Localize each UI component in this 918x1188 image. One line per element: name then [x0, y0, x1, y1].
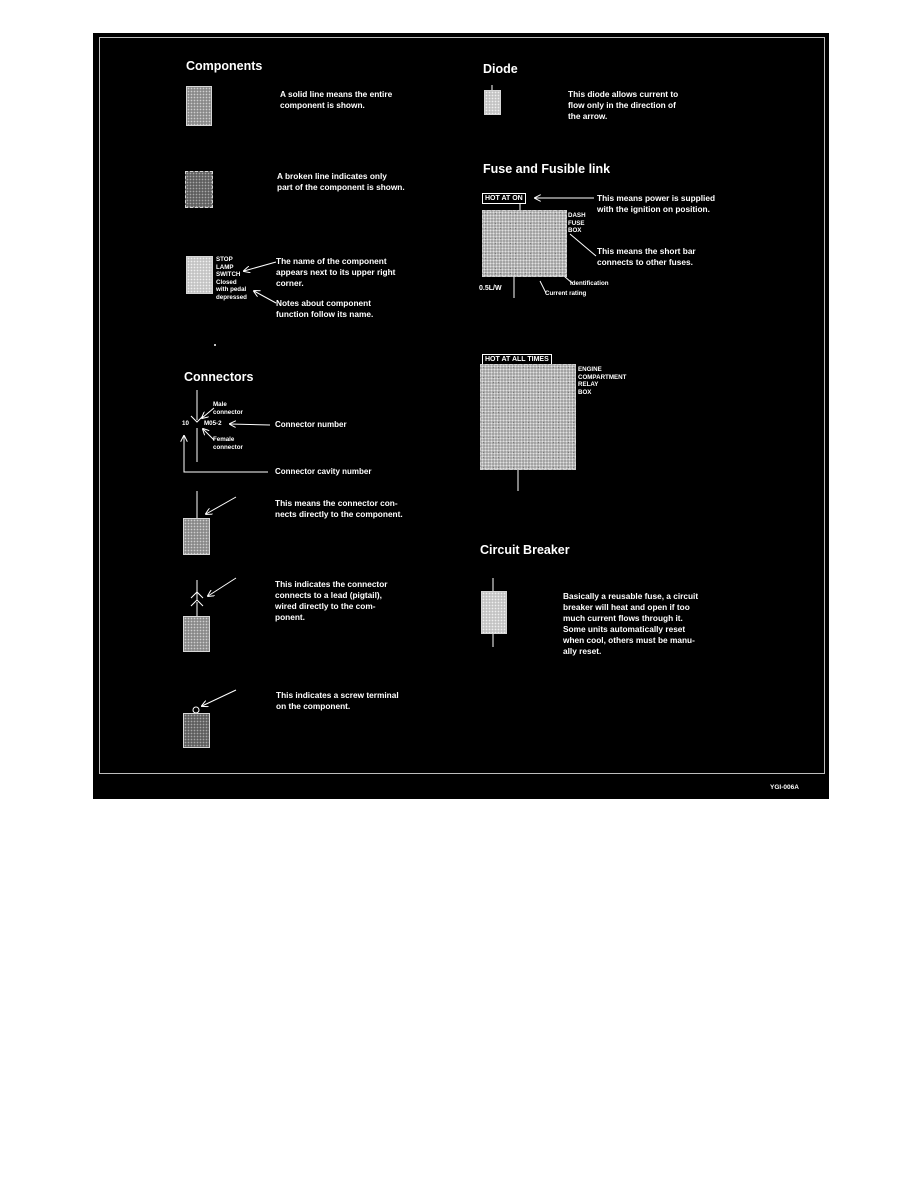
direct-connector-component: [183, 518, 210, 555]
notes-desc-line: function follow its name.: [276, 309, 374, 319]
male-label-line: Male: [213, 401, 227, 408]
breaker-desc-line: much current flows through it.: [563, 613, 683, 623]
pigtail-desc-line: This indicates the connector: [275, 579, 388, 589]
components-title: Components: [186, 59, 263, 73]
pigtail-component: [183, 616, 210, 652]
engine-relay-box: [480, 364, 576, 470]
direct-connector-desc: [275, 498, 403, 520]
component-name-line: Closed: [216, 278, 237, 286]
identification-label: Identification: [570, 280, 609, 287]
direct-desc-line: nects directly to the component.: [275, 509, 403, 519]
circuit-breaker-desc: [563, 591, 698, 657]
solid-desc-line: component is shown.: [280, 100, 365, 110]
component-name-line: SWITCH: [216, 271, 241, 279]
component-name-line: STOP: [216, 256, 233, 263]
pigtail-desc-line: wired directly to the com-: [275, 601, 376, 611]
diode-desc-line: flow only in the direction of: [568, 100, 676, 110]
power-desc-line: with the ignition on position.: [597, 204, 710, 214]
name-desc-line: appears next to its upper right: [276, 267, 396, 277]
engine-box-line: COMPARTMENT: [578, 373, 627, 381]
male-label-line: connector: [213, 408, 243, 416]
pigtail-desc: [275, 579, 388, 623]
engine-box-line: BOX: [578, 388, 592, 396]
pigtail-desc-line: ponent.: [275, 612, 305, 622]
dash-box-line: BOX: [568, 227, 582, 235]
component-name-line: with pedal: [216, 286, 247, 294]
broken-desc-line: A broken line indicates only: [277, 171, 387, 181]
hot-at-on-label: HOT AT ON: [482, 193, 526, 204]
connector-code: M05-2: [204, 420, 222, 427]
name-desc-line: corner.: [276, 278, 304, 288]
screw-terminal-component: [183, 713, 210, 748]
stop-lamp-switch-box: [186, 256, 213, 294]
solid-component-box: [186, 86, 212, 126]
male-connector-label: [213, 401, 243, 416]
solid-line-desc: [280, 89, 392, 111]
dash-box-line: DASH: [568, 212, 586, 219]
circuit-breaker-box: [481, 591, 507, 634]
connectors-title: Connectors: [184, 370, 254, 384]
notes-desc-line: Notes about component: [276, 298, 371, 308]
breaker-desc-line: breaker will heat and open if too: [563, 602, 690, 612]
connector-number-label: Connector number: [275, 420, 347, 429]
component-name-line: depressed: [216, 293, 247, 301]
component-name-line: LAMP: [216, 263, 234, 271]
short-bar-line: connects to other fuses.: [597, 257, 693, 267]
notes-desc: [276, 298, 373, 320]
direct-desc-line: This means the connector con-: [275, 498, 398, 508]
dash-fuse-box: [482, 210, 567, 277]
diode-title: Diode: [483, 62, 518, 76]
wire-code-label: 0.5L/W: [479, 285, 502, 292]
screw-desc-line: on the component.: [276, 701, 351, 711]
fuse-title: Fuse and Fusible link: [483, 162, 611, 176]
diode-desc-line: the arrow.: [568, 111, 608, 121]
solid-desc-line: A solid line means the entire: [280, 89, 393, 99]
component-name-label: [216, 256, 247, 302]
current-rating-label: Current rating: [545, 290, 587, 297]
cavity-number-value: 10: [182, 420, 189, 427]
pigtail-desc-line: connects to a lead (pigtail),: [275, 590, 382, 600]
broken-line-desc: [277, 171, 405, 193]
connector-cavity-number-label: Connector cavity number: [275, 467, 372, 476]
power-desc-line: This means power is supplied: [597, 193, 716, 203]
component-name-desc: [276, 256, 395, 289]
circuit-breaker-title: Circuit Breaker: [480, 543, 570, 557]
power-desc: [597, 193, 715, 215]
dash-fuse-box-label: [568, 212, 586, 235]
screw-desc-line: This indicates a screw terminal: [276, 690, 399, 700]
diode-desc: [568, 89, 678, 122]
engine-box-line: ENGINE: [578, 366, 602, 373]
breaker-desc-line: when cool, others must be manu-: [563, 635, 695, 645]
screw-terminal-desc: [276, 690, 399, 712]
diode-desc-line: This diode allows current to: [568, 89, 679, 99]
broken-desc-line: part of the component is shown.: [277, 182, 405, 192]
female-connector-label: [213, 436, 243, 451]
breaker-desc-line: ally reset.: [563, 646, 602, 656]
hot-at-all-times-label: HOT AT ALL TIMES: [482, 354, 552, 365]
dash-box-line: FUSE: [568, 219, 585, 227]
engine-box-line: RELAY: [578, 381, 599, 389]
female-label-line: connector: [213, 443, 243, 451]
diode-box: [484, 90, 501, 115]
name-desc-line: The name of the component: [276, 256, 387, 266]
broken-component-box: [185, 171, 213, 208]
breaker-desc-line: Basically a reusable fuse, a circuit: [563, 591, 699, 601]
short-bar-desc: [597, 246, 696, 268]
short-bar-line: This means the short bar: [597, 246, 696, 256]
figure-id: YGI-006A: [770, 784, 799, 791]
engine-relay-box-label: [578, 366, 626, 396]
diagram-frame: [99, 37, 825, 774]
breaker-desc-line: Some units automatically reset: [563, 624, 686, 634]
female-label-line: Female: [213, 436, 235, 443]
